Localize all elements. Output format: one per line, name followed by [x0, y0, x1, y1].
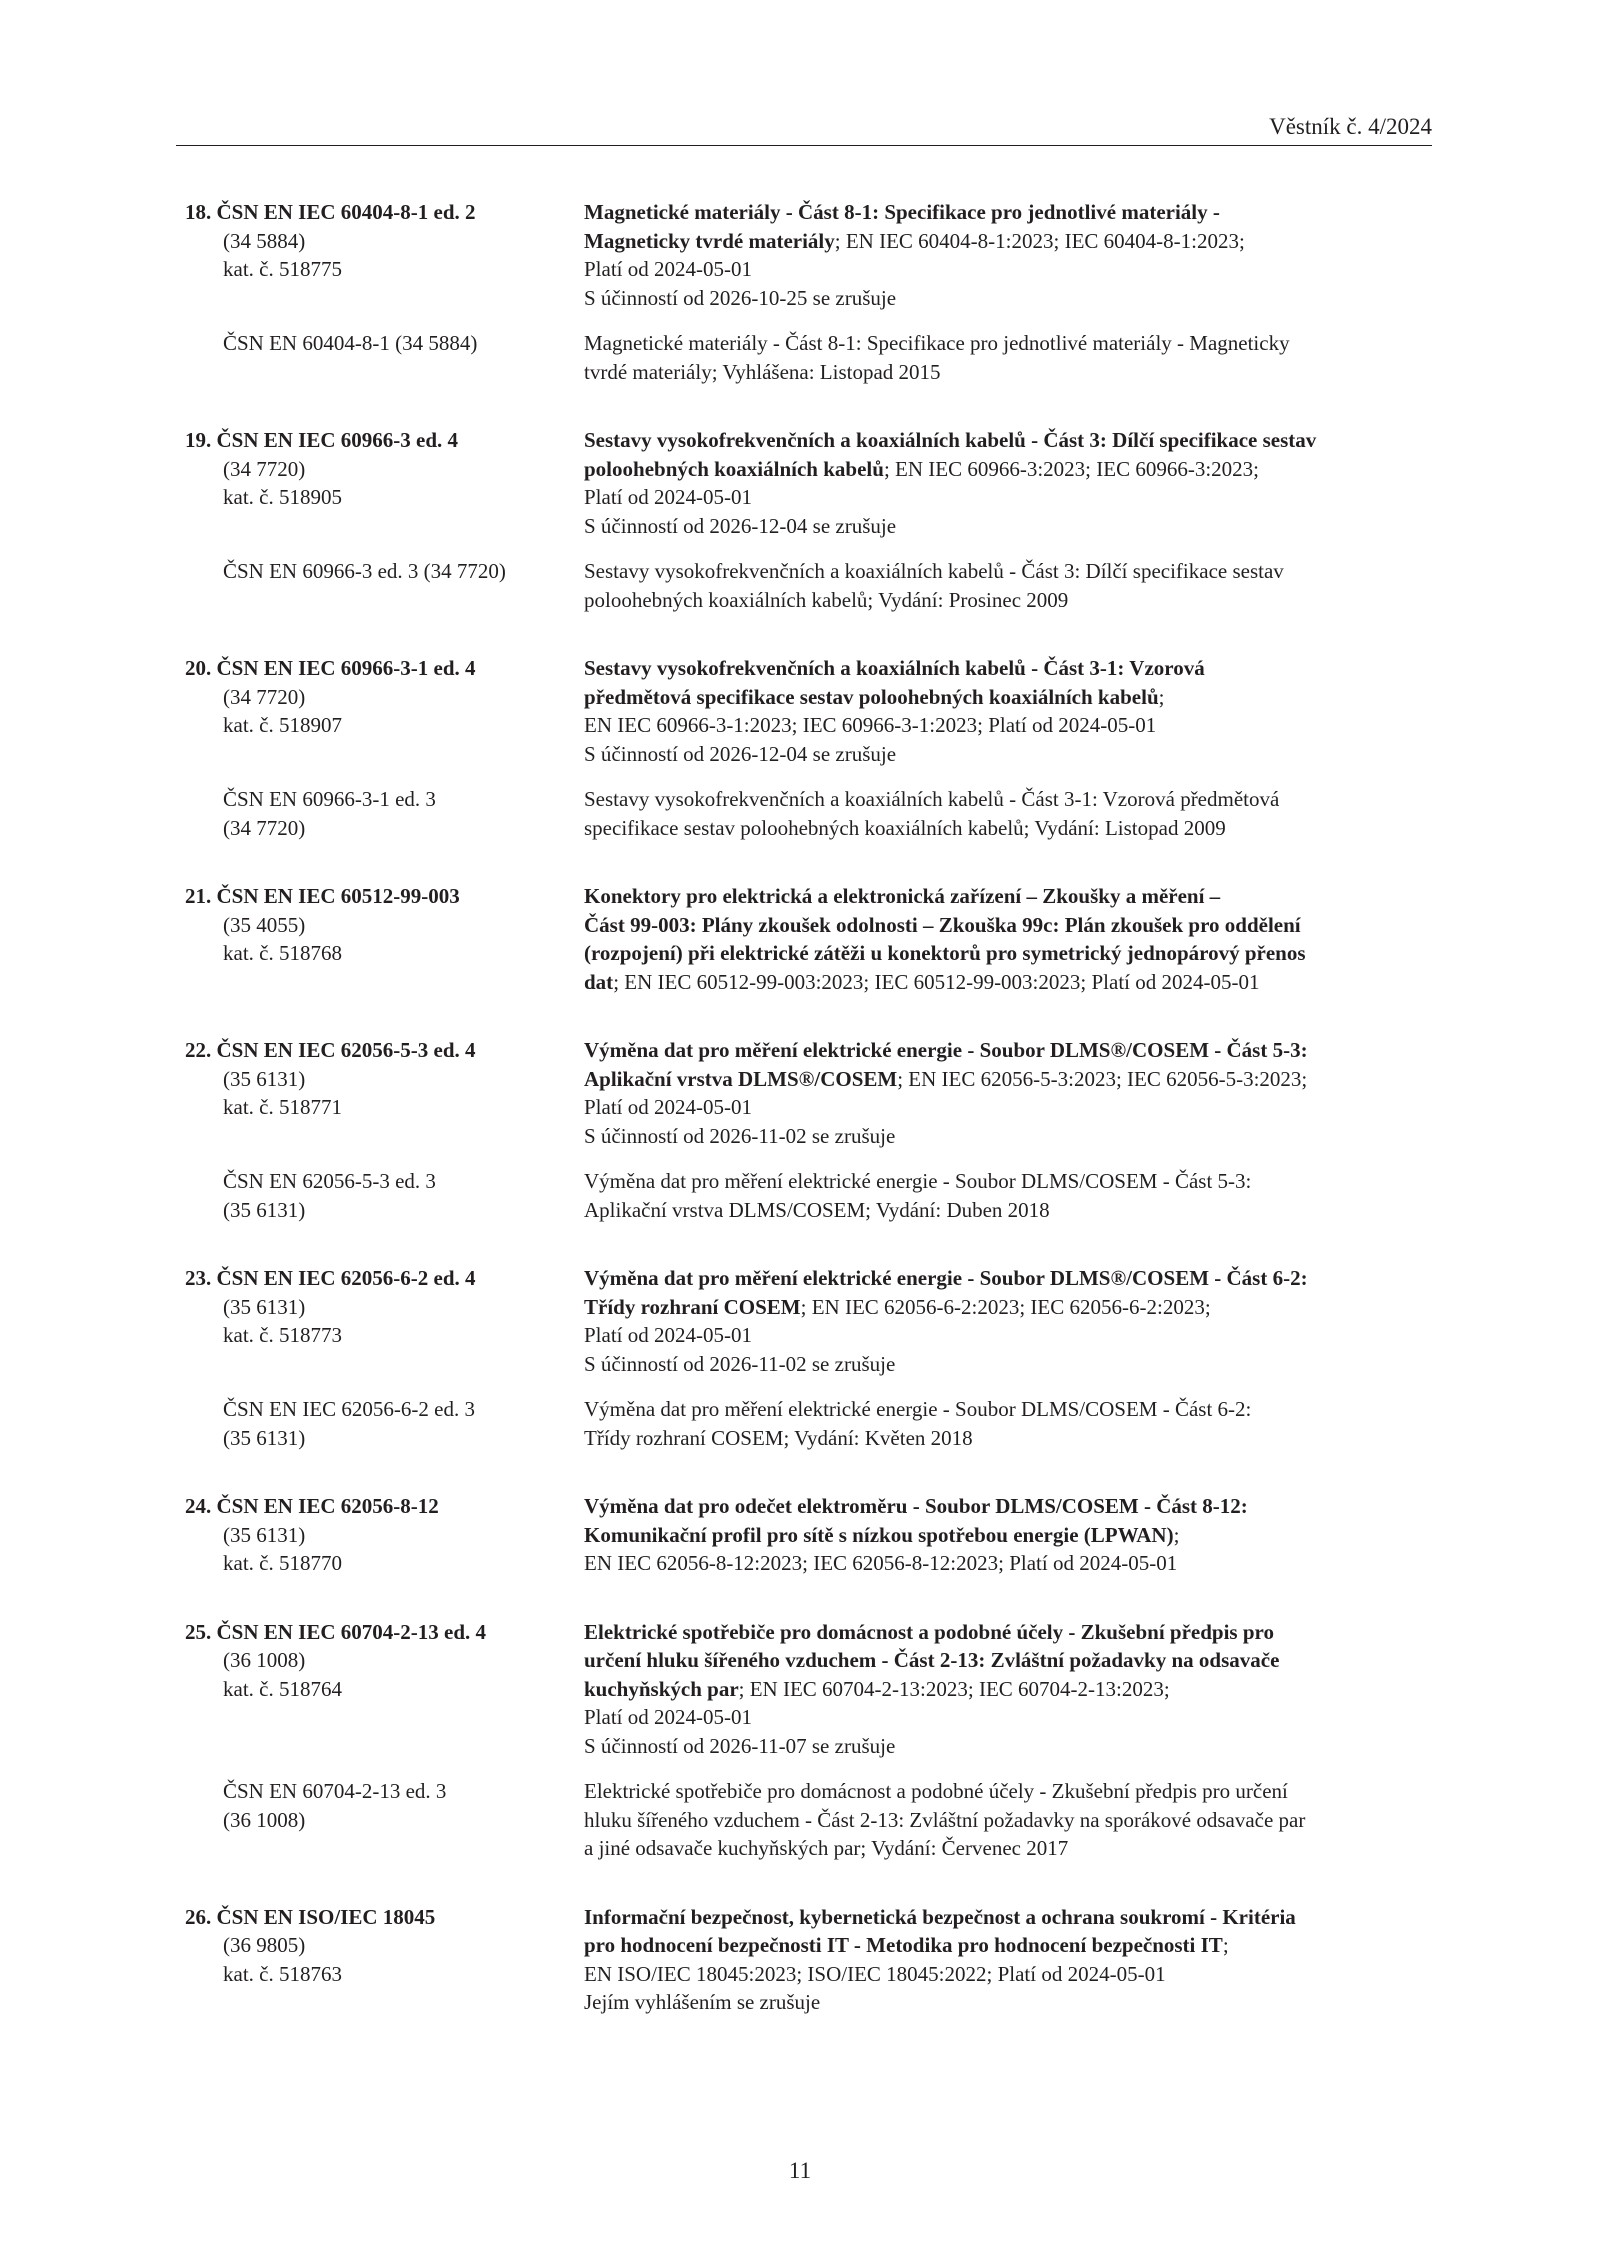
standard-entry: [0, 1036, 1600, 1224]
title-line: Sestavy vysokofrekvenčních a koaxiálních kabelů - Část 3-1: Vzorová: [584, 656, 1205, 680]
title-tail-line: [584, 968, 1429, 997]
title-line: (rozpojení) při elektrické zátěži u konektorů pro symetrický jednopárový přenos: [584, 941, 1306, 965]
superseded-identifiers: [0, 557, 506, 614]
entry-number: 20.: [185, 656, 212, 680]
superseded-standard-block: [0, 785, 1600, 842]
classification-code: (35 4055): [223, 912, 306, 937]
superseded-description: [584, 785, 1429, 842]
publication-refs: ; EN IEC 60404-8-1:2023; IEC 60404-8-1:2023;: [834, 228, 1245, 253]
title-tail-bold: poloohebných koaxiálních kabelů: [584, 456, 884, 481]
title-tail-bold: Třídy rozhraní COSEM: [584, 1294, 801, 1319]
validity-line: Platí od 2024-05-01: [584, 1705, 752, 1729]
publication-refs: ; EN IEC 62056-6-2:2023; IEC 62056-6-2:2023;: [800, 1294, 1211, 1319]
title-tail-bold: předmětová specifikace sestav poloohebných koaxiálních kabelů: [584, 684, 1159, 709]
header-rule: [176, 145, 1432, 146]
superseded-standard-block: [0, 329, 1600, 386]
superseded-code-line: (34 7720): [223, 815, 306, 840]
validity-line: EN IEC 60966-3-1:2023; IEC 60966-3-1:2023; Platí od 2024-05-01: [584, 713, 1157, 737]
superseded-title-line: hluku šířeného vzduchem - Část 2-13: Zvláštní požadavky na sporákové odsavače par: [584, 1807, 1306, 1832]
validity-line: S účinností od 2026-12-04 se zrušuje: [584, 513, 897, 538]
standard-entry: [0, 882, 1600, 996]
standard-code-line: [185, 1036, 476, 1065]
superseded-description: [584, 1777, 1429, 1863]
title-tail-line: [584, 1065, 1429, 1094]
standard-identifiers: [0, 1264, 476, 1378]
standard-entry: [0, 1618, 1600, 1863]
superseded-code-line: (35 6131): [223, 1197, 306, 1222]
standard-entry: [0, 426, 1600, 614]
catalog-number: kat. č. 518775: [223, 257, 342, 281]
standard-code-line: [185, 882, 460, 911]
classification-code: (35 6131): [223, 1066, 306, 1091]
standard-identifiers: [0, 654, 476, 768]
validity-line: EN IEC 62056-8-12:2023; IEC 62056-8-12:2023; Platí od 2024-05-01: [584, 1551, 1178, 1575]
standard-entry: [0, 1492, 1600, 1578]
title-line: Část 99-003: Plány zkoušek odolnosti – Zkouška 99c: Plán zkoušek pro oddělení: [584, 912, 1301, 937]
publication-refs: ; EN IEC 60512-99-003:2023; IEC 60512-99-003:2023; Platí od 2024-05-01: [613, 969, 1260, 994]
title-tail-line: [584, 1675, 1429, 1704]
new-standard-block: [0, 1618, 1600, 1761]
validity-line: Platí od 2024-05-01: [584, 485, 752, 509]
publication-refs: ;: [1158, 684, 1165, 709]
superseded-identifiers: [0, 1167, 436, 1224]
validity-line: S účinností od 2026-12-04 se zrušuje: [584, 741, 897, 766]
title-tail-bold: Aplikační vrstva DLMS®/COSEM: [584, 1066, 898, 1091]
classification-code: (34 7720): [223, 684, 306, 709]
title-line: Elektrické spotřebiče pro domácnost a podobné účely - Zkušební předpis pro: [584, 1619, 1274, 1644]
classification-code: (35 6131): [223, 1522, 306, 1547]
catalog-number: kat. č. 518764: [223, 1676, 342, 1701]
standard-description: [584, 1618, 1429, 1761]
standard-code: ČSN EN IEC 62056-5-3 ed. 4: [216, 1038, 476, 1062]
catalog-number: kat. č. 518763: [223, 1961, 342, 1986]
superseded-standard-block: [0, 1777, 1600, 1863]
entry-number: 18.: [185, 200, 212, 224]
new-standard-block: [0, 1492, 1600, 1578]
new-standard-block: [0, 1036, 1600, 1150]
title-tail-line: [584, 227, 1429, 256]
superseded-identifiers: [0, 1395, 475, 1452]
title-line: Výměna dat pro odečet elektroměru - Soubor DLMS/COSEM - Část 8-12:: [584, 1494, 1248, 1518]
standard-code-line: [185, 198, 476, 227]
superseded-standard-block: [0, 557, 1600, 614]
journal-header: Věstník č. 4/2024: [1269, 114, 1432, 139]
superseded-title-line: Sestavy vysokofrekvenčních a koaxiálních kabelů - Část 3: Dílčí specifikace sestav: [584, 559, 1284, 583]
validity-line: S účinností od 2026-11-07 se zrušuje: [584, 1733, 896, 1758]
standard-identifiers: [0, 1903, 436, 2017]
standard-identifiers: [0, 1618, 487, 1761]
superseded-code-line: ČSN EN 62056-5-3 ed. 3: [223, 1169, 436, 1193]
superseded-title-line: a jiné odsavače kuchyňských par; Vydání: Červenec 2017: [584, 1836, 1069, 1860]
standard-code: ČSN EN ISO/IEC 18045: [216, 1904, 436, 1929]
catalog-number: kat. č. 518768: [223, 941, 342, 965]
classification-code: (34 7720): [223, 456, 306, 481]
standard-entry: [0, 1264, 1600, 1452]
standard-identifiers: [0, 882, 460, 996]
new-standard-block: [0, 198, 1600, 312]
title-tail-bold: Magneticky tvrdé materiály: [584, 228, 835, 253]
title-line: určení hluku šířeného vzduchem - Část 2-13: Zvláštní požadavky na odsavače: [584, 1648, 1280, 1672]
superseded-title-line: Sestavy vysokofrekvenčních a koaxiálních kabelů - Část 3-1: Vzorová předmětová: [584, 787, 1280, 811]
entry-number: 26.: [185, 1904, 212, 1929]
publication-refs: ;: [1222, 1933, 1229, 1957]
standard-code: ČSN EN IEC 62056-8-12: [216, 1494, 439, 1518]
entry-number: 25.: [185, 1619, 212, 1644]
superseded-identifiers: [0, 785, 436, 842]
classification-code: (34 5884): [223, 228, 306, 253]
standard-description: [584, 654, 1429, 768]
publication-refs: ; EN IEC 60704-2-13:2023; IEC 60704-2-13:2023;: [738, 1676, 1170, 1701]
title-line: Výměna dat pro měření elektrické energie - Soubor DLMS®/COSEM - Část 6-2:: [584, 1266, 1308, 1290]
superseded-description: [584, 1167, 1429, 1224]
new-standard-block: [0, 1264, 1600, 1378]
classification-code: (36 1008): [223, 1648, 306, 1672]
entry-number: 23.: [185, 1266, 212, 1290]
superseded-code-line: ČSN EN 60966-3-1 ed. 3: [223, 787, 436, 811]
standard-entry: [0, 198, 1600, 386]
validity-line: S účinností od 2026-10-25 se zrušuje: [584, 285, 897, 310]
standard-code-line: [185, 1492, 439, 1521]
standard-description: [584, 1264, 1429, 1378]
catalog-number: kat. č. 518905: [223, 485, 342, 509]
superseded-description: [584, 1395, 1429, 1452]
superseded-title-line: specifikace sestav poloohebných koaxiálních kabelů; Vydání: Listopad 2009: [584, 815, 1226, 840]
validity-line: Platí od 2024-05-01: [584, 1323, 752, 1347]
title-line: Sestavy vysokofrekvenčních a koaxiálních kabelů - Část 3: Dílčí specifikace sestav: [584, 428, 1317, 452]
standard-description: [584, 1036, 1429, 1150]
standard-identifiers: [0, 1036, 476, 1150]
superseded-code-line: (36 1008): [223, 1807, 306, 1832]
standard-entry: [0, 654, 1600, 842]
standard-code-line: [185, 1618, 487, 1647]
superseded-identifiers: [0, 329, 478, 386]
standard-code-line: [185, 1264, 476, 1293]
title-tail-bold: kuchyňských par: [584, 1676, 739, 1701]
entry-number: 19.: [185, 428, 212, 452]
validity-line: Jejím vyhlášením se zrušuje: [584, 1990, 821, 2014]
entry-number: 24.: [185, 1494, 212, 1518]
new-standard-block: [0, 426, 1600, 540]
superseded-title-line: poloohebných koaxiálních kabelů; Vydání: Prosinec 2009: [584, 587, 1069, 612]
catalog-number: kat. č. 518773: [223, 1323, 342, 1347]
standard-entry: [0, 1903, 1600, 2017]
standard-description: [584, 1903, 1429, 2017]
title-tail-line: [584, 1931, 1429, 1960]
superseded-description: [584, 329, 1429, 386]
catalog-number: kat. č. 518770: [223, 1551, 342, 1575]
catalog-number: kat. č. 518771: [223, 1095, 342, 1119]
superseded-title-line: Aplikační vrstva DLMS/COSEM; Vydání: Duben 2018: [584, 1197, 1050, 1222]
standards-list: [0, 198, 1600, 2057]
standard-description: [584, 198, 1429, 312]
title-tail-bold: dat: [584, 969, 614, 994]
title-line: Informační bezpečnost, kybernetická bezpečnost a ochrana soukromí - Kritéria: [584, 1904, 1296, 1929]
standard-code: ČSN EN IEC 60404-8-1 ed. 2: [216, 200, 476, 224]
validity-line: S účinností od 2026-11-02 se zrušuje: [584, 1351, 896, 1376]
title-tail-line: [584, 683, 1429, 712]
superseded-title-line: Výměna dat pro měření elektrické energie - Soubor DLMS/COSEM - Část 6-2:: [584, 1397, 1252, 1421]
superseded-code-line: ČSN EN 60966-3 ed. 3 (34 7720): [223, 559, 506, 583]
entry-number: 22.: [185, 1038, 212, 1062]
validity-line: Platí od 2024-05-01: [584, 257, 752, 281]
new-standard-block: [0, 654, 1600, 768]
validity-line: S účinností od 2026-11-02 se zrušuje: [584, 1123, 896, 1148]
superseded-title-line: tvrdé materiály; Vyhlášena: Listopad 2015: [584, 359, 941, 384]
standard-description: [584, 882, 1429, 996]
standard-identifiers: [0, 198, 476, 312]
standard-code: ČSN EN IEC 60512-99-003: [216, 884, 460, 908]
title-line: Magnetické materiály - Část 8-1: Specifikace pro jednotlivé materiály -: [584, 200, 1220, 224]
superseded-description: [584, 557, 1429, 614]
superseded-code-line: ČSN EN 60404-8-1 (34 5884): [223, 331, 478, 355]
publication-refs: ; EN IEC 60966-3:2023; IEC 60966-3:2023;: [883, 456, 1259, 481]
title-tail-bold: Komunikační profil pro sítě s nízkou spotřebou energie (LPWAN): [584, 1522, 1174, 1547]
new-standard-block: [0, 1903, 1600, 2017]
standard-code-line: [185, 654, 476, 683]
title-line: Výměna dat pro měření elektrické energie - Soubor DLMS®/COSEM - Část 5-3:: [584, 1038, 1308, 1062]
superseded-standard-block: [0, 1395, 1600, 1452]
superseded-standard-block: [0, 1167, 1600, 1224]
superseded-title-line: Výměna dat pro měření elektrické energie - Soubor DLMS/COSEM - Část 5-3:: [584, 1169, 1252, 1193]
classification-code: (36 9805): [223, 1933, 306, 1957]
entry-number: 21.: [185, 884, 212, 908]
classification-code: (35 6131): [223, 1294, 306, 1319]
superseded-code-line: ČSN EN 60704-2-13 ed. 3: [223, 1779, 447, 1803]
standard-code: ČSN EN IEC 60704-2-13 ed. 4: [216, 1619, 487, 1644]
title-tail-bold: pro hodnocení bezpečnosti IT - Metodika pro hodnocení bezpečnosti IT: [584, 1933, 1223, 1957]
publication-refs: ; EN IEC 62056-5-3:2023; IEC 62056-5-3:2023;: [897, 1066, 1308, 1091]
standard-description: [584, 1492, 1429, 1578]
title-tail-line: [584, 1293, 1429, 1322]
catalog-number: kat. č. 518907: [223, 713, 342, 737]
superseded-title-line: Elektrické spotřebiče pro domácnost a podobné účely - Zkušební předpis pro určení: [584, 1779, 1288, 1803]
standard-code: ČSN EN IEC 62056-6-2 ed. 4: [216, 1266, 476, 1290]
superseded-title-line: Třídy rozhraní COSEM; Vydání: Květen 2018: [584, 1425, 973, 1450]
title-line: Konektory pro elektrická a elektronická zařízení – Zkoušky a měření –: [584, 884, 1221, 908]
publication-refs: ;: [1173, 1522, 1180, 1547]
superseded-identifiers: [0, 1777, 447, 1863]
title-tail-line: [584, 1521, 1429, 1550]
superseded-code-line: ČSN EN IEC 62056-6-2 ed. 3: [223, 1397, 475, 1421]
superseded-code-line: (35 6131): [223, 1425, 306, 1450]
superseded-title-line: Magnetické materiály - Část 8-1: Specifikace pro jednotlivé materiály - Magneticky: [584, 331, 1290, 355]
new-standard-block: [0, 882, 1600, 996]
standard-code: ČSN EN IEC 60966-3 ed. 4: [216, 428, 459, 452]
standard-code-line: [185, 426, 459, 455]
standard-identifiers: [0, 426, 459, 540]
title-tail-line: [584, 455, 1429, 484]
standard-code-line: [185, 1903, 436, 1932]
page-number: 11: [788, 2158, 812, 2183]
standard-description: [584, 426, 1429, 540]
standard-identifiers: [0, 1492, 439, 1578]
validity-line: Platí od 2024-05-01: [584, 1095, 752, 1119]
standard-code: ČSN EN IEC 60966-3-1 ed. 4: [216, 656, 476, 680]
validity-line: EN ISO/IEC 18045:2023; ISO/IEC 18045:2022; Platí od 2024-05-01: [584, 1961, 1166, 1986]
